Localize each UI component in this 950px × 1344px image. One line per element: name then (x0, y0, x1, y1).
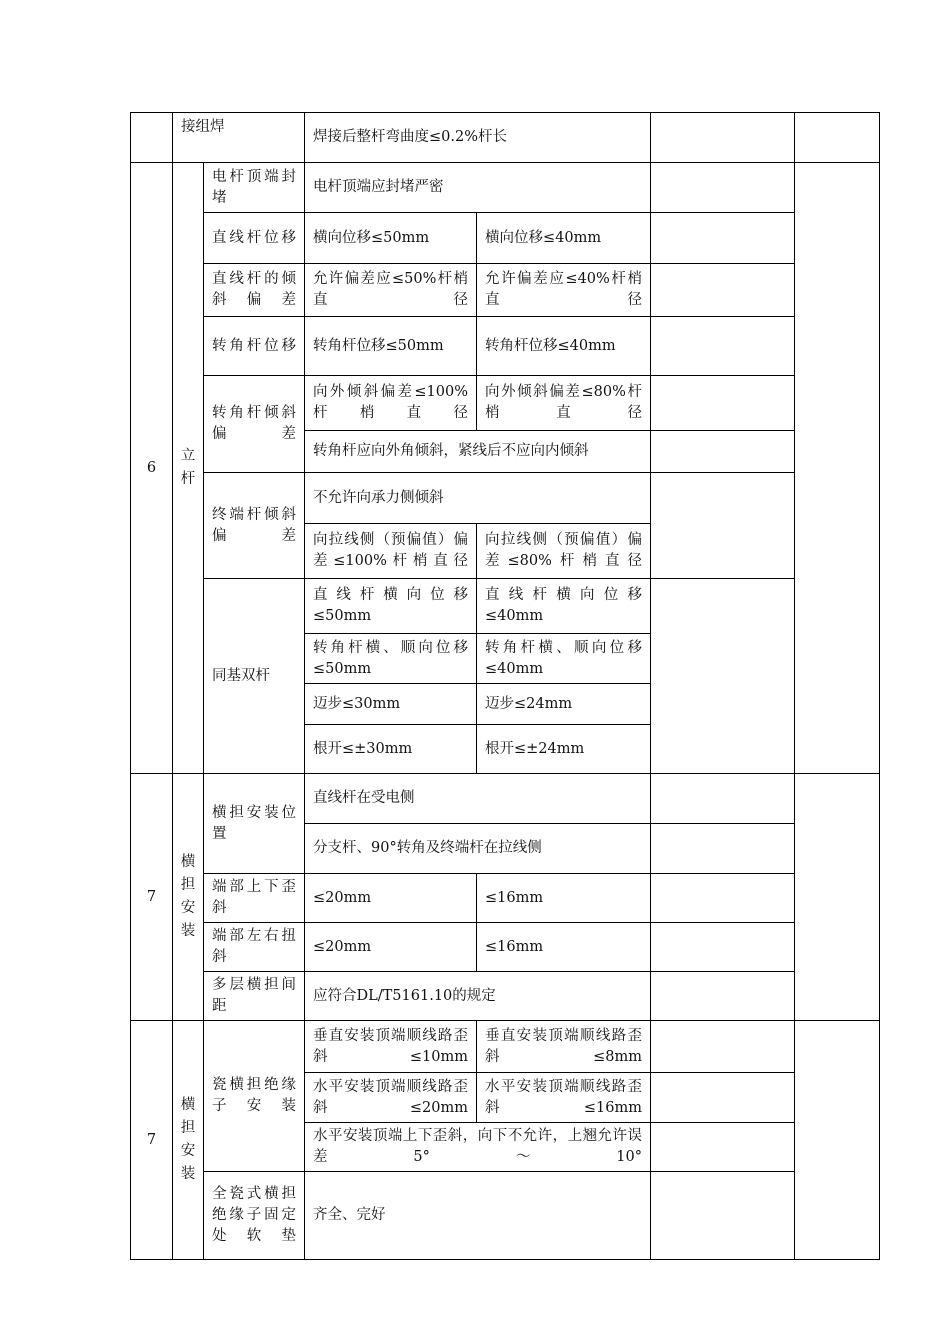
item-cell (204, 213, 305, 264)
qualified-standard-cell: 根开≤±30mm (305, 725, 477, 774)
result-cell (651, 972, 795, 1021)
qualified-standard-cell (305, 524, 477, 579)
remark-cell (795, 113, 880, 163)
remark-cell (795, 1021, 880, 1260)
qualified-standard-cell: ≤20mm (305, 923, 477, 972)
excellent-standard-cell: ≤16mm (477, 923, 651, 972)
qualified-standard-cell (305, 579, 477, 634)
requirement-cell (305, 1123, 651, 1172)
requirement-cell: 焊接后整杆弯曲度≤0.2%杆长 (305, 113, 651, 163)
excellent-standard-cell: 迈步≤24mm (477, 684, 651, 725)
item-text: 电杆顶端封堵 (212, 168, 296, 206)
qualified-standard-cell: 迈步≤30mm (305, 684, 477, 725)
item-text: 全瓷式横担绝缘子固定处软垫 (212, 1186, 296, 1244)
excellent-standard-cell: 转角杆位移≤40mm (477, 317, 651, 376)
excellent-standard-cell (477, 376, 651, 431)
table-row (131, 213, 880, 264)
item-cell (204, 1021, 305, 1172)
excellent-standard-cell: 横向位移≤40mm (477, 213, 651, 264)
qualified-standard-text: 直线杆横向位移≤50mm (313, 587, 468, 624)
result-cell (651, 317, 795, 376)
item-text: 转角杆倾斜偏差 (212, 405, 296, 442)
result-cell (651, 264, 795, 317)
remark-cell (795, 163, 880, 774)
project-name-text: 横担安装 (180, 854, 196, 939)
result-cell (651, 874, 795, 923)
requirement-cell: 齐全、完好 (305, 1172, 651, 1260)
sequence-number: 7 (131, 774, 173, 1021)
result-cell (651, 1073, 795, 1123)
item-text: 转角杆位移 (212, 337, 296, 354)
requirement-cell: 分支杆、90°转角及终端杆在拉线侧 (305, 824, 651, 874)
excellent-standard-text: 向外倾斜偏差≤80%杆梢直径 (485, 384, 642, 421)
item-cell (204, 376, 305, 473)
item-cell (204, 264, 305, 317)
excellent-standard-text: 垂直安装顶端顺线路歪斜≤8mm (485, 1027, 642, 1065)
inspection-table (130, 112, 880, 1260)
result-cell (651, 163, 795, 213)
item-text: 多层横担间距 (212, 977, 296, 1014)
project-name (173, 774, 204, 1021)
excellent-standard-cell (477, 634, 651, 684)
result-cell (651, 824, 795, 874)
project-name (173, 163, 204, 774)
item-cell (204, 317, 305, 376)
item-cell (204, 774, 305, 874)
table-row (131, 163, 880, 213)
project-name-text: 横担安装 (180, 1097, 196, 1182)
requirement-cell: 电杆顶端应封堵严密 (305, 163, 651, 213)
item-cell (204, 972, 305, 1021)
item-text: 端部左右扭斜 (212, 928, 296, 965)
excellent-standard-cell: ≤16mm (477, 874, 651, 923)
item-cell: 同基双杆 (204, 579, 305, 774)
result-cell (651, 431, 795, 473)
qualified-standard-text: 向外倾斜偏差≤100%杆梢直径 (313, 384, 468, 421)
excellent-standard-cell (477, 524, 651, 579)
item-cell (204, 874, 305, 923)
table-row (131, 113, 880, 163)
item-text: 终端杆倾斜偏差 (212, 506, 296, 544)
qualified-standard-text: 水平安装顶端顺线路歪斜≤20mm (313, 1078, 468, 1116)
item-cell: 接组焊 (173, 113, 305, 163)
table-row (131, 874, 880, 923)
item-text: 瓷横担绝缘子安装 (212, 1077, 296, 1114)
item-text: 直线杆位移 (212, 229, 296, 246)
table-row (131, 317, 880, 376)
qualified-standard-cell (305, 1021, 477, 1073)
result-cell (651, 213, 795, 264)
requirement-cell: 应符合DL/T5161.10的规定 (305, 972, 651, 1021)
qualified-standard-text: 允许偏差应≤50%杆梢直径 (313, 271, 468, 308)
sequence-number: 7 (131, 1021, 173, 1260)
table-row (131, 579, 880, 634)
result-cell (651, 473, 795, 579)
sequence-cell (131, 113, 173, 163)
item-text: 横担安装位置 (212, 804, 296, 842)
excellent-standard-text: 向拉线侧（预偏值）偏差≤80%杆梢直径 (485, 532, 642, 569)
item-text: 直线杆的倾斜偏差 (212, 271, 296, 308)
requirement-text: 水平安装顶端上下歪斜，向下不允许，上翘允许误差5°～10° (313, 1128, 642, 1165)
qualified-standard-cell: 转角杆位移≤50mm (305, 317, 477, 376)
item-text: 端部上下歪斜 (212, 879, 296, 916)
qualified-standard-cell (305, 264, 477, 317)
table-row (131, 1021, 880, 1073)
item-cell (204, 923, 305, 972)
excellent-standard-text: 转角杆横、顺向位移≤40mm (485, 639, 642, 677)
qualified-standard-cell (305, 1073, 477, 1123)
table-row (131, 923, 880, 972)
item-cell (204, 163, 305, 213)
excellent-standard-cell (477, 1073, 651, 1123)
table-row (131, 1172, 880, 1260)
qualified-standard-text: 向拉线侧（预偏值）偏差≤100%杆梢直径 (313, 532, 468, 569)
result-cell (651, 113, 795, 163)
excellent-standard-text: 直线杆横向位移≤40mm (485, 587, 642, 624)
project-name (173, 1021, 204, 1260)
excellent-standard-cell (477, 264, 651, 317)
sequence-number: 6 (131, 163, 173, 774)
result-cell (651, 1172, 795, 1260)
requirement-cell: 不允许向承力侧倾斜 (305, 473, 651, 524)
table-row (131, 264, 880, 317)
qualified-standard-cell (305, 634, 477, 684)
table-row (131, 972, 880, 1021)
qualified-standard-text: 垂直安装顶端顺线路歪斜≤10mm (313, 1027, 468, 1065)
qualified-standard-cell: ≤20mm (305, 874, 477, 923)
qualified-standard-text: 转角杆横、顺向位移≤50mm (313, 639, 468, 677)
excellent-standard-cell (477, 1021, 651, 1073)
requirement-cell: 转角杆应向外角倾斜，紧线后不应向内倾斜 (305, 431, 651, 473)
qualified-standard-cell (305, 376, 477, 431)
excellent-standard-text: 允许偏差应≤40%杆梢直径 (485, 271, 642, 308)
result-cell (651, 923, 795, 972)
table-row (131, 473, 880, 524)
item-cell (204, 1172, 305, 1260)
project-name-text: 立杆 (180, 448, 196, 487)
excellent-standard-text: 水平安装顶端顺线路歪斜≤16mm (485, 1078, 642, 1116)
result-cell (651, 774, 795, 824)
item-cell (204, 473, 305, 579)
result-cell (651, 1123, 795, 1172)
result-cell (651, 579, 795, 774)
requirement-cell: 直线杆在受电侧 (305, 774, 651, 824)
excellent-standard-cell (477, 579, 651, 634)
table-row (131, 774, 880, 824)
result-cell (651, 376, 795, 431)
excellent-standard-cell: 根开≤±24mm (477, 725, 651, 774)
table-row (131, 376, 880, 431)
qualified-standard-cell: 横向位移≤50mm (305, 213, 477, 264)
result-cell (651, 1021, 795, 1073)
remark-cell (795, 774, 880, 1021)
